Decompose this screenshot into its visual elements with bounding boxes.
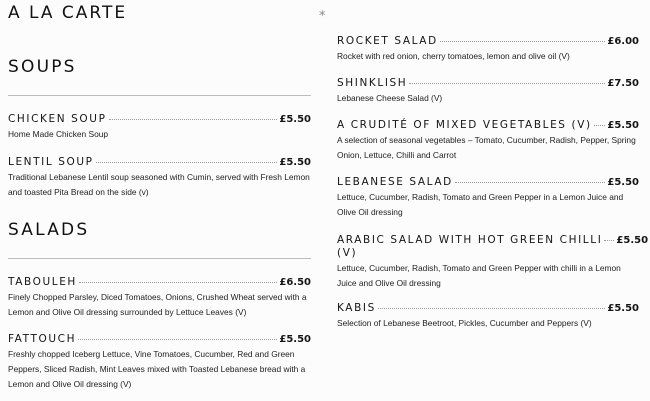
menu-item-crudite <box>337 119 639 163</box>
section-divider <box>8 258 311 259</box>
dotted-leader <box>78 339 277 340</box>
item-price: £6.00 <box>607 36 639 47</box>
item-name: FATTOUCH <box>8 333 77 345</box>
item-name: KABIS <box>337 302 376 314</box>
item-price: £5.50 <box>616 235 649 246</box>
dotted-leader <box>604 240 614 241</box>
item-description: Freshly chopped Iceberg Lettuce, Vine Tomatoes, Cucumber, Red and Green Peppers, Sliced Radish, Mint Leaves mixed with Toasted Lebanese bread with a Lemon and Olive Oil dressing (V) <box>8 349 306 389</box>
item-name: LENTIL SOUP <box>8 156 94 168</box>
dotted-leader <box>455 182 606 183</box>
item-description: Finely Chopped Parsley, Diced Tomatoes, Onions, Crushed Wheat served with a Lemon and Olive Oil dressing surrounded by Lettuce Leaves (V) <box>8 292 307 317</box>
dotted-leader <box>440 41 606 42</box>
item-name: ARABIC SALAD WITH HOT GREEN CHILLI <box>337 234 603 246</box>
item-name: ROCKET SALAD <box>337 35 438 47</box>
section-title-salads: SALADS <box>8 220 90 240</box>
item-description: Traditional Lebanese Lentil soup seasoned with Cumin, served with Fresh Lemon and toasted Pita Bread on the side (v) <box>8 172 310 197</box>
item-description: A selection of seasonal vegetables – Tomato, Cucumber, Radish, Pepper, Spring Onion, Lettuce, Chilli and Carrot <box>337 135 636 160</box>
item-price: £7.50 <box>607 78 639 89</box>
dotted-leader <box>79 282 277 283</box>
section-title-soups: SOUPS <box>8 57 77 77</box>
item-description: Rocket with red onion, cherry tomatoes, lemon and olive oil (V) <box>337 51 570 61</box>
item-price: £5.50 <box>279 334 311 345</box>
item-name: TABOULEH <box>8 276 77 288</box>
item-description: Home Made Chicken Soup <box>8 129 109 139</box>
menu-item-lentil-soup <box>8 156 311 200</box>
item-price: £5.50 <box>607 303 639 314</box>
item-description: Selection of Lebanese Beetroot, Pickles, Cucumber and Peppers (V) <box>337 318 592 328</box>
item-name: A CRUDITÉ OF MIXED VEGETABLES (V) <box>337 119 592 131</box>
item-name: SHINKLISH <box>337 77 408 89</box>
menu-item-chicken-soup <box>8 113 311 142</box>
item-description: Lettuce, Cucumber, Radish, Tomato and Green Pepper in a Lemon Juice and Olive Oil dressing <box>337 192 624 217</box>
menu-item-fattouch <box>8 333 311 392</box>
menu-item-arabic-salad <box>337 234 649 291</box>
section-divider <box>8 95 311 96</box>
item-description: Lebanese Cheese Salad (V) <box>337 93 443 103</box>
item-price: £5.50 <box>607 177 639 188</box>
menu-item-rocket-salad <box>337 35 639 64</box>
dotted-leader <box>409 83 605 84</box>
item-name: CHICKEN SOUP <box>8 113 107 125</box>
item-price: £5.50 <box>279 114 311 125</box>
menu-item-shinklish <box>337 77 639 106</box>
item-name: LEBANESE SALAD <box>337 176 453 188</box>
dotted-leader <box>594 125 606 126</box>
menu-item-lebanese-salad <box>337 176 639 220</box>
item-description: Lettuce, Cucumber, Radish, Tomato and Green Pepper with chilli in a Lemon Juice and Olive Oil dressing <box>337 263 621 288</box>
asterisk-mark: * <box>319 9 326 24</box>
page-title: A LA CARTE <box>8 3 128 23</box>
item-name-continued: (V) <box>337 247 358 259</box>
item-price: £5.50 <box>279 157 311 168</box>
menu-item-tabouleh <box>8 276 311 320</box>
item-price: £5.50 <box>607 120 639 131</box>
dotted-leader <box>96 162 278 163</box>
menu-item-kabis <box>337 302 639 331</box>
dotted-leader <box>109 119 278 120</box>
dotted-leader <box>378 308 606 309</box>
item-price: £6.50 <box>279 277 311 288</box>
